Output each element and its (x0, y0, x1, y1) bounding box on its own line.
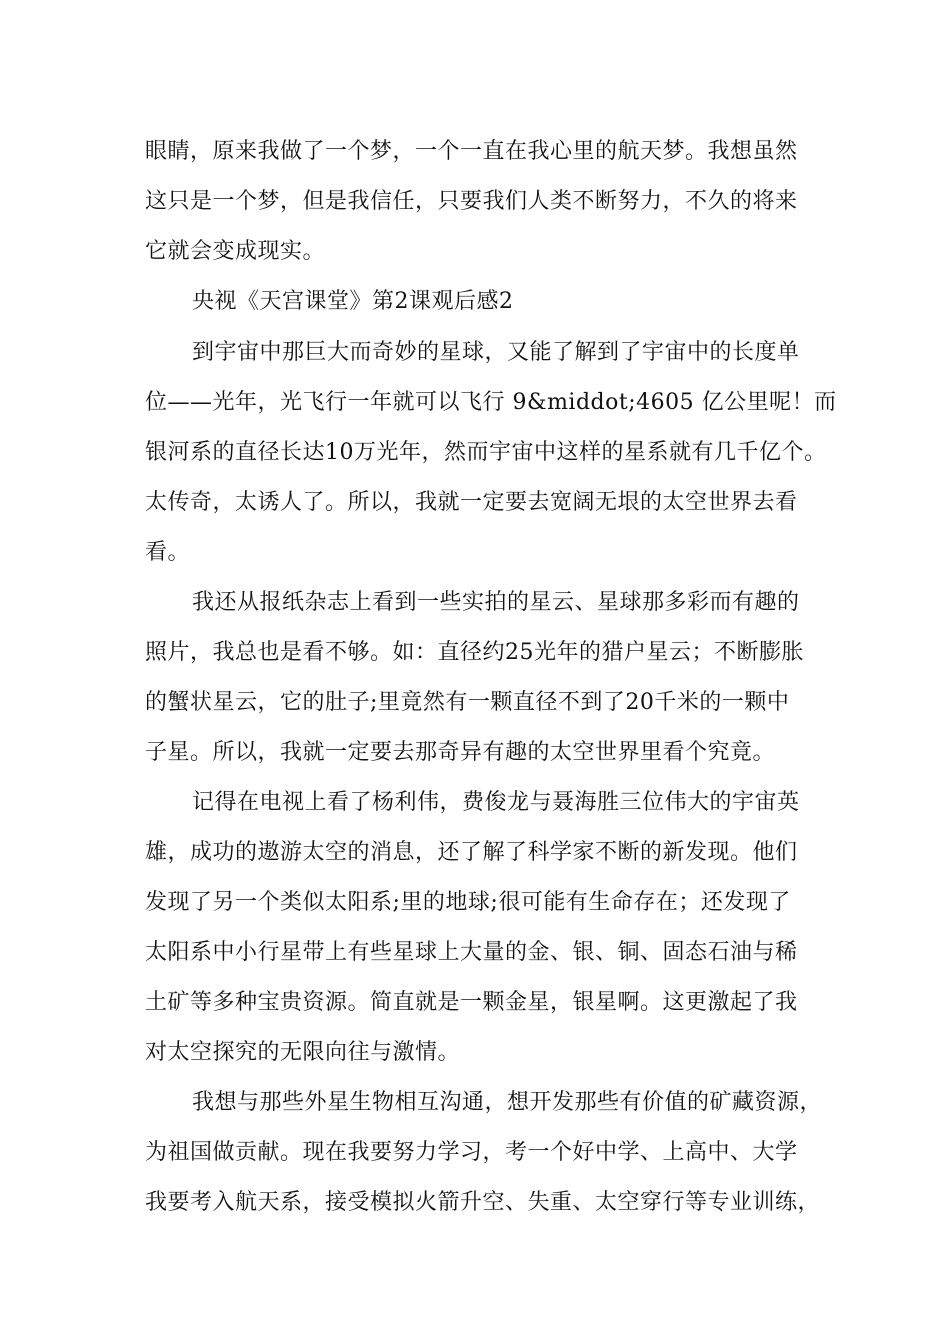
text-line: 雄，成功的遨游太空的消息，还了解了科学家不断的新发现。他们 (145, 840, 798, 865)
text-line: 我还从报纸杂志上看到一些实拍的星云、星球那多彩而有趣的 (192, 590, 800, 615)
text-line: 照片，我总也是看不够。如：直径约25光年的猎户星云；不断膨胀 (145, 640, 804, 665)
text-line: 土矿等多种宝贵资源。简直就是一颗金星，银星啊。这更激起了我 (145, 990, 798, 1015)
text-line: 子星。所以，我就一定要去那奇异有趣的太空世界里看个究竟。 (145, 740, 776, 765)
text-line: 到宇宙中那巨大而奇妙的星球，又能了解到了宇宙中的长度单 (192, 340, 800, 365)
text-line: 看。 (145, 540, 191, 565)
text-line: 这只是一个梦，但是我信任，只要我们人类不断努力，不久的将来 (145, 189, 798, 214)
text-line: 记得在电视上看了杨利伟，费俊龙与聂海胜三位伟大的宇宙英 (192, 790, 800, 815)
text-line: 眼睛，原来我做了一个梦，一个一直在我心里的航天梦。我想虽然 (145, 139, 798, 164)
text-line: 太传奇，太诱人了。所以，我就一定要去宽阔无垠的太空世界去看 (145, 490, 798, 515)
text-line: 发现了另一个类似太阳系;里的地球;很可能有生命存在；还发现了 (145, 890, 791, 915)
text-line: 为祖国做贡献。现在我要努力学习，考一个好中学、上高中、大学 (145, 1140, 798, 1165)
text-line: 银河系的直径长达10万光年，然而宇宙中这样的星系就有几千亿个。 (145, 440, 827, 465)
text-line: 的蟹状星云，它的肚子;里竟然有一颗直径不到了20千米的一颗中 (145, 690, 790, 715)
text-line: 我想与那些外星生物相互沟通，想开发那些有价值的矿藏资源， (192, 1090, 823, 1115)
text-line: 它就会变成现实。 (145, 239, 326, 264)
text-line: 对太空探究的无限向往与激情。 (145, 1040, 461, 1065)
text-line: 太阳系中小行星带上有些星球上大量的金、银、铜、固态石油与稀 (145, 940, 798, 965)
section-title: 央视《天宫课堂》第2课观后感2 (192, 289, 514, 314)
text-line: 我要考入航天系，接受模拟火箭升空、失重、太空穿行等专业训练， (145, 1190, 821, 1215)
text-line: 位——光年，光飞行一年就可以飞行 9&middot;4605 亿公里呢！而 (145, 390, 837, 415)
